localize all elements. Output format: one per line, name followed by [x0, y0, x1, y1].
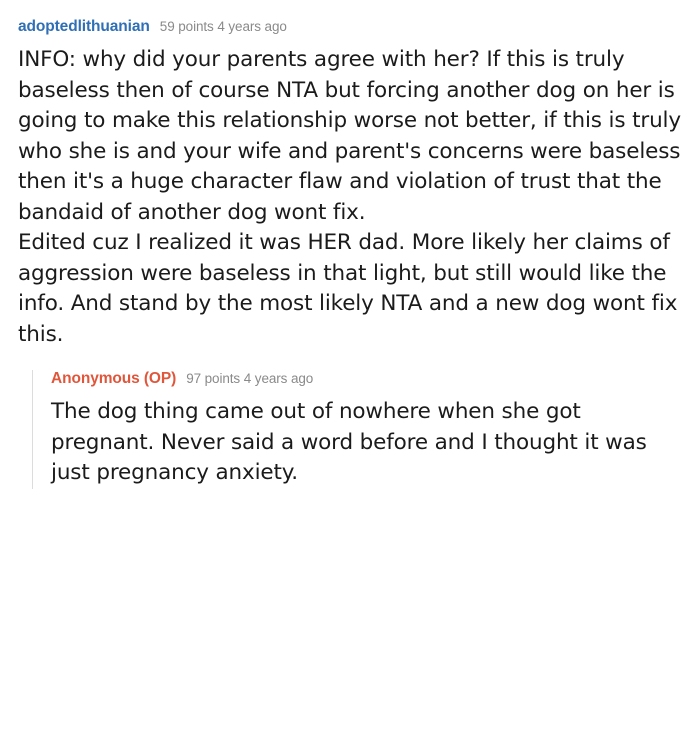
- reply-body: [51, 397, 686, 489]
- comment-paragraph: Edited cuz I realized it was HER dad. More likely her claims of aggression were baseless in that light, but still would like the info. And stand by the most likely NTA and a new dog wont fix this.: [18, 230, 678, 347]
- comment-author-link[interactable]: adoptedlithuanian: [18, 18, 150, 35]
- comment-reply: [32, 370, 686, 489]
- reply-meta: 97 points 4 years ago: [186, 371, 314, 387]
- comment-top-level: [18, 18, 686, 489]
- reply-header: [51, 370, 686, 388]
- comment-body: [18, 45, 686, 350]
- comment-meta: 59 points 4 years ago: [159, 19, 287, 34]
- comment-header: [18, 18, 686, 36]
- comment-paragraph: INFO: why did your parents agree with her? If this is truly baseless then of course NTA but forcing another dog on her is going to make this relationship worse not better, if this is truly who she is and your wife and parent's concerns were baseless then it's a huge character flaw and violation of trust that the bandaid of another dog wont fix.: [18, 47, 681, 225]
- reply-author-link[interactable]: Anonymous (OP): [51, 370, 177, 388]
- reply-paragraph: The dog thing came out of nowhere when she got pregnant. Never said a word before and I thought it was just pregnancy anxiety.: [51, 399, 647, 486]
